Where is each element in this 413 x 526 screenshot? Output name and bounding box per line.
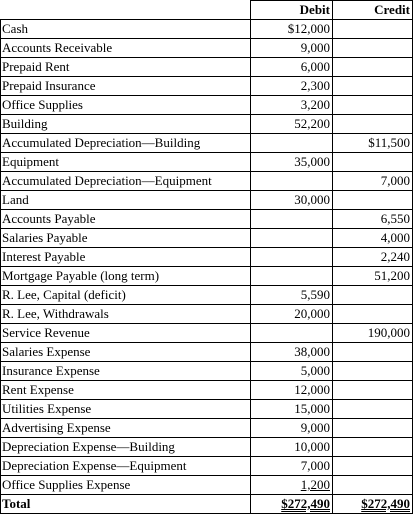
credit-amount	[333, 362, 413, 381]
account-name: Cash	[1, 20, 251, 39]
table-row	[1, 362, 413, 381]
table-row	[1, 191, 413, 210]
account-name: Accumulated Depreciation—Equipment	[1, 172, 251, 191]
account-name: Land	[1, 191, 251, 210]
account-name: Building	[1, 115, 251, 134]
debit-amount: 15,000	[251, 400, 333, 419]
credit-amount	[333, 305, 413, 324]
debit-amount: 10,000	[251, 438, 333, 457]
debit-amount: 38,000	[251, 343, 333, 362]
total-credit-value: $272,490	[361, 496, 410, 511]
account-name: Service Revenue	[1, 324, 251, 343]
total-debit	[251, 495, 333, 514]
credit-amount: 6,550	[333, 210, 413, 229]
debit-amount: 5,000	[251, 362, 333, 381]
credit-amount	[333, 20, 413, 39]
table-row	[1, 248, 413, 267]
account-name: Prepaid Insurance	[1, 77, 251, 96]
credit-amount	[333, 457, 413, 476]
credit-amount	[333, 96, 413, 115]
account-name: Salaries Expense	[1, 343, 251, 362]
account-name: Salaries Payable	[1, 229, 251, 248]
debit-amount: 12,000	[251, 381, 333, 400]
credit-amount	[333, 438, 413, 457]
table-row	[1, 438, 413, 457]
header-debit: Debit	[251, 1, 333, 20]
debit-amount: 3,200	[251, 96, 333, 115]
debit-amount: 9,000	[251, 419, 333, 438]
credit-amount	[333, 115, 413, 134]
account-name: Interest Payable	[1, 248, 251, 267]
total-debit-value: $272,490	[281, 496, 330, 511]
debit-amount	[251, 267, 333, 286]
table-row	[1, 400, 413, 419]
debit-amount: 2,300	[251, 77, 333, 96]
account-name: Equipment	[1, 153, 251, 172]
header-row	[1, 1, 413, 20]
account-name: Office Supplies	[1, 96, 251, 115]
account-name: Accumulated Depreciation—Building	[1, 134, 251, 153]
table-row	[1, 115, 413, 134]
table-row	[1, 134, 413, 153]
account-name: Accounts Payable	[1, 210, 251, 229]
table-row	[1, 20, 413, 39]
table-row	[1, 305, 413, 324]
credit-amount: 190,000	[333, 324, 413, 343]
header-credit: Credit	[333, 1, 413, 20]
debit-amount	[251, 476, 333, 495]
debit-amount-underlined: 1,200	[300, 477, 330, 492]
table-row	[1, 286, 413, 305]
debit-amount	[251, 229, 333, 248]
credit-amount: 7,000	[333, 172, 413, 191]
debit-amount: 6,000	[251, 58, 333, 77]
account-name: R. Lee, Withdrawals	[1, 305, 251, 324]
debit-amount: 7,000	[251, 457, 333, 476]
credit-amount	[333, 343, 413, 362]
table-row	[1, 324, 413, 343]
table-row	[1, 96, 413, 115]
table-row	[1, 343, 413, 362]
account-name: Depreciation Expense—Equipment	[1, 457, 251, 476]
table-row	[1, 229, 413, 248]
debit-amount: 30,000	[251, 191, 333, 210]
account-name: Office Supplies Expense	[1, 476, 251, 495]
debit-amount	[251, 134, 333, 153]
debit-amount: 35,000	[251, 153, 333, 172]
debit-amount	[251, 248, 333, 267]
account-name: Rent Expense	[1, 381, 251, 400]
table-row	[1, 58, 413, 77]
debit-amount: 9,000	[251, 39, 333, 58]
table-row	[1, 210, 413, 229]
table-row	[1, 419, 413, 438]
table-row	[1, 457, 413, 476]
header-account	[1, 1, 251, 20]
account-name: Utilities Expense	[1, 400, 251, 419]
account-name: Mortgage Payable (long term)	[1, 267, 251, 286]
credit-amount	[333, 77, 413, 96]
credit-amount	[333, 419, 413, 438]
total-row	[1, 495, 413, 514]
table-row	[1, 153, 413, 172]
debit-amount	[251, 172, 333, 191]
table-row	[1, 381, 413, 400]
table-row	[1, 39, 413, 58]
credit-amount	[333, 191, 413, 210]
credit-amount	[333, 476, 413, 495]
total-credit	[333, 495, 413, 514]
credit-amount: $11,500	[333, 134, 413, 153]
account-name: R. Lee, Capital (deficit)	[1, 286, 251, 305]
account-name: Accounts Receivable	[1, 39, 251, 58]
credit-amount	[333, 39, 413, 58]
debit-amount: 20,000	[251, 305, 333, 324]
total-label: Total	[1, 495, 251, 514]
account-name: Prepaid Rent	[1, 58, 251, 77]
debit-amount	[251, 324, 333, 343]
credit-amount	[333, 381, 413, 400]
debit-amount	[251, 210, 333, 229]
debit-amount: 5,590	[251, 286, 333, 305]
credit-amount	[333, 153, 413, 172]
account-name: Insurance Expense	[1, 362, 251, 381]
account-name: Depreciation Expense—Building	[1, 438, 251, 457]
credit-amount: 51,200	[333, 267, 413, 286]
debit-amount: $12,000	[251, 20, 333, 39]
credit-amount	[333, 58, 413, 77]
account-name: Advertising Expense	[1, 419, 251, 438]
table-row	[1, 77, 413, 96]
debit-amount: 52,200	[251, 115, 333, 134]
credit-amount: 2,240	[333, 248, 413, 267]
credit-amount	[333, 286, 413, 305]
credit-amount	[333, 400, 413, 419]
table-row	[1, 172, 413, 191]
table-row	[1, 267, 413, 286]
table-row	[1, 476, 413, 495]
credit-amount: 4,000	[333, 229, 413, 248]
